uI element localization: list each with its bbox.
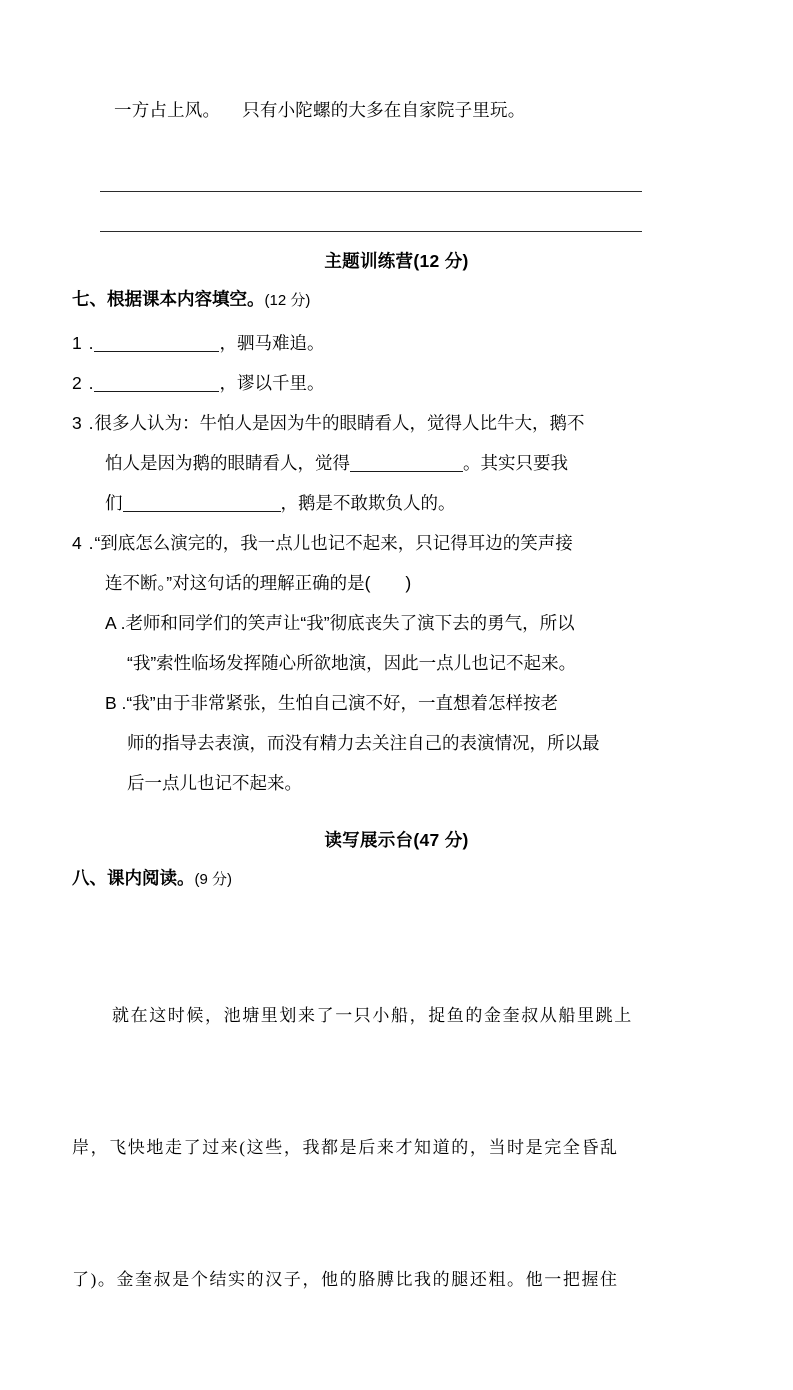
section-banner-theme-training-camp bbox=[72, 248, 721, 273]
question-seven-item-2 bbox=[72, 363, 721, 403]
item-1-text: ，驷马难追。 bbox=[219, 333, 325, 353]
option-a-label: A . bbox=[105, 613, 126, 633]
item-2-blank[interactable] bbox=[94, 374, 219, 392]
option-a[interactable] bbox=[105, 603, 721, 643]
item-4-number: 4 . bbox=[72, 533, 95, 553]
option-b[interactable] bbox=[105, 683, 721, 723]
option-b-label: B . bbox=[105, 693, 127, 713]
item-3-line-2-before: 怕人是因为鹅的眼睛看人，觉得 bbox=[105, 453, 350, 473]
tail-paragraph-part-a: 一方占上风。 bbox=[114, 100, 221, 120]
item-3-blank-2[interactable] bbox=[123, 494, 281, 512]
answer-rule-2[interactable] bbox=[100, 192, 642, 232]
question-seven-item-3-line-1 bbox=[72, 403, 721, 443]
section-title-2: 读写展示台 bbox=[324, 830, 414, 850]
section-title: 主题训练营 bbox=[324, 251, 414, 271]
question-eight-number: 八、 bbox=[72, 868, 107, 888]
option-b-line-2: 师的指导去表演，而没有精力去关注自己的表演情况，所以最 bbox=[127, 733, 600, 753]
option-b-line-3: 后一点儿也记不起来。 bbox=[127, 773, 302, 793]
question-seven-item-4-line-1 bbox=[72, 523, 721, 563]
option-b-line-1: “我”由于非常紧张，生怕自己演不好，一直想着怎样按老 bbox=[126, 693, 559, 713]
section-points: (12 分) bbox=[413, 251, 469, 271]
question-eight-heading bbox=[72, 856, 721, 902]
passage-line-1: 就在这时候，池塘里划来了一只小船，捉鱼的金奎叔从船里跳上 bbox=[112, 1006, 633, 1025]
option-a-line-2: “我”索性临场发挥随心所欲地演，因此一点儿也记不起来。 bbox=[127, 653, 577, 673]
item-3-line-3-before: 们 bbox=[105, 493, 123, 513]
option-a-line-1: 老师和同学们的笑声让“我”彻底丧失了演下去的勇气，所以 bbox=[125, 613, 575, 633]
option-b-line-3-wrap bbox=[127, 763, 721, 803]
section-points-2: (47 分) bbox=[413, 830, 469, 850]
item-2-number: 2 . bbox=[72, 373, 95, 393]
item-2-text: ，谬以千里。 bbox=[219, 373, 325, 393]
item-3-number: 3 . bbox=[72, 413, 95, 433]
tail-paragraph-part-b: 只有小陀螺的大多在自家院子里玩。 bbox=[242, 100, 526, 120]
item-1-number: 1 . bbox=[72, 333, 95, 353]
item-3-blank-1[interactable] bbox=[350, 454, 463, 472]
item-3-line-3-after: ，鹅是不敢欺负人的。 bbox=[280, 493, 456, 513]
option-b-line-2-wrap bbox=[127, 723, 721, 763]
item-4-line-1-text: “到底怎么演完的，我一点儿也记不起来，只记得耳边的笑声接 bbox=[94, 533, 573, 553]
passage-line-2: 岸，飞快地走了过来(这些，我都是后来才知道的，当时是完全昏乱 bbox=[72, 1138, 619, 1157]
answer-rules-group bbox=[100, 152, 721, 232]
passage-line-3: 了)。金奎叔是个结实的汉子，他的胳膊比我的腿还粗。他一把握住 bbox=[72, 1270, 619, 1289]
question-seven-number: 七、 bbox=[72, 289, 107, 309]
question-seven-item-1 bbox=[72, 323, 721, 363]
item-4-line-2-text: 连不断。”对这句话的理解正确的是( ) bbox=[105, 573, 412, 593]
question-seven-item-4-line-2[interactable] bbox=[105, 563, 721, 603]
item-1-blank[interactable] bbox=[94, 334, 219, 352]
question-seven-points: (12 分) bbox=[264, 292, 311, 309]
question-eight-points: (9 分) bbox=[194, 871, 233, 888]
question-eight-text: 课内阅读。 bbox=[107, 868, 195, 888]
spacer-before-section-2 bbox=[72, 803, 721, 811]
reading-passage bbox=[72, 906, 721, 1390]
section-banner-read-write-showcase bbox=[72, 827, 721, 852]
question-seven-heading bbox=[72, 277, 721, 323]
option-a-line-2-wrap bbox=[127, 643, 721, 683]
tail-paragraph bbox=[114, 90, 721, 130]
question-seven-text: 根据课本内容填空。 bbox=[107, 289, 265, 309]
question-seven-item-3-line-3 bbox=[105, 483, 721, 523]
item-3-line-2-after: 。其实只要我 bbox=[463, 453, 568, 473]
answer-rule-1[interactable] bbox=[100, 152, 642, 192]
question-seven-item-3-line-2 bbox=[105, 443, 721, 483]
item-3-line-1-text: 很多人认为：牛怕人是因为牛的眼睛看人，觉得人比牛大，鹅不 bbox=[94, 413, 585, 433]
